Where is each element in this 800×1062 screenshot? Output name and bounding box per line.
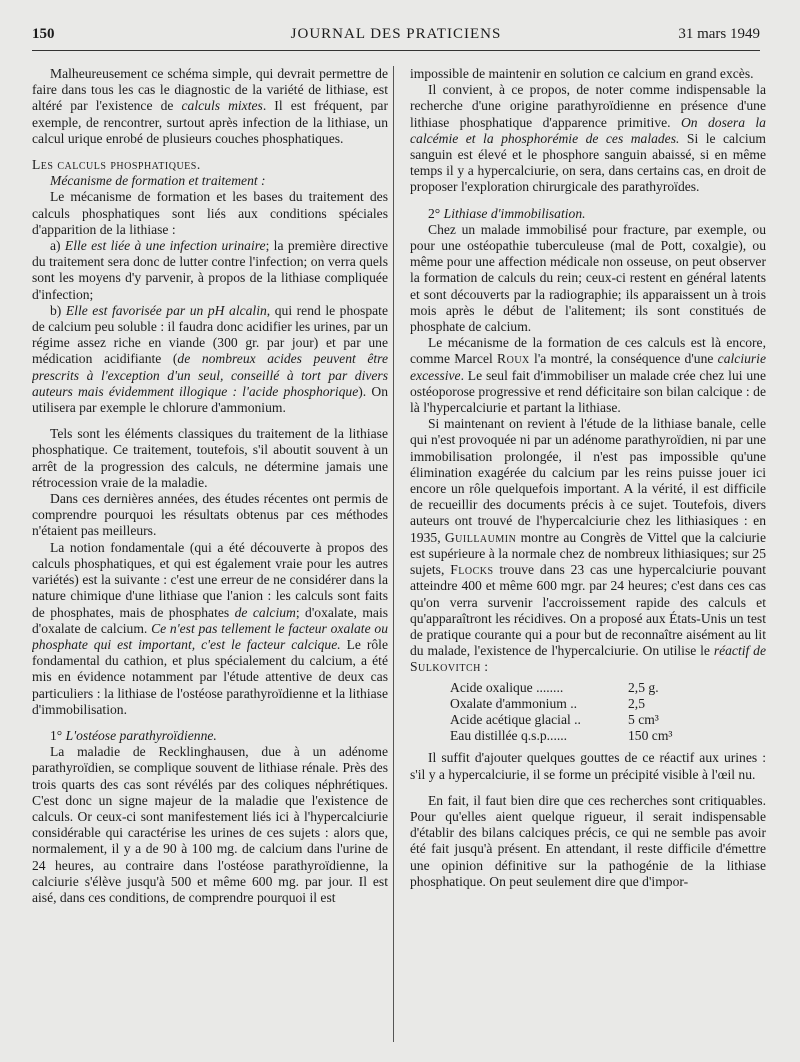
- paragraph: La maladie de Recklinghausen, due à un adénome parathyroïdien, se complique souvent de lithiase rénale. Près des trois quarts des cas sont révélés par des coliques néphrétiques. C'est donc un signe majeur de la maladie que l'existence de calculs. Or ceux-ci sont manifestement liés ici à l'hypercalciurie considérable qui caractérise les urines de ces sujets : alors que, normalement, il y a de 90 à 100 mg. de calcium dans l'urine de 24 heures, au contraire dans l'ostéose parathyroïdienne, la calciurie s'élève jusqu'à 500 et même 600 mg. par jour. Il est aisé, dans ces conditions, de comprendre pourquoi il est: [32, 744, 388, 905]
- reagent-recipe: [450, 680, 672, 745]
- right-column: [410, 66, 766, 1048]
- paragraph: Dans ces dernières années, des études récentes ont permis de comprendre pourquoi les résultats obtenus par ces méthodes n'étaient pas meilleurs.: [32, 491, 388, 539]
- paragraph: La notion fondamentale (qui a été découverte à propos des calculs phosphatiques, et qui est également vraie pour les autres variétés) est la suivante : c'est une erreur de ne considérer dans la nature chimique d'une lithiase que l'anion : les calculs sont faits de phosphates, mais de phosphates de calcium; d'oxalate, mais d'oxalate de calcium. Ce n'est pas tellement le facteur oxalate ou phosphate qui est important, c'est le facteur calcique. Le rôle fondamental du cathion, et plus spécialement du calcium, a été mis en évidence notamment par l'étude attentive de deux cas particuliers : la lithiase de l'ostéose parathyroïdienne et la lithiase d'immobilisation.: [32, 539, 388, 717]
- author-name: Flocks: [450, 562, 494, 578]
- recipe-row: Acide acétique glacial .. 5 cm³: [450, 711, 659, 727]
- left-column: [32, 66, 388, 1048]
- paragraph: Le mécanisme de la formation de ces calculs est là encore, comme Marcel Roux l'a montré, la conséquence d'une calciurie excessive. Le seul fait d'immobiliser un malade crée chez lui une ostéoporose progressive et rend déficitaire son bilan calcique : de là l'hypercalciurie et partant la lithiase.: [410, 335, 766, 416]
- paragraph: Si maintenant on revient à l'étude de la lithiase banale, celle qui n'est provoquée ni par un adénome parathyroïdien, ni par une immobilisation prolongée, il n'est pas impossible qu'une élimination exagérée du calcium par les reins puisse jouer ici encore un rôle quelquefois important. A la vérité, il est difficile de recueillir des documents précis à ce sujet. Toutefois, divers auteurs ont trouvé de l'hypercalciurie chez les lithiasiques : en 1935, Guillaumin montre au Congrès de Vittel que la calciurie est supérieure à la normale chez de nombreux lithiasiques; sur 25 sujets, Flocks trouve dans 23 cas une hypercalciurie pouvant atteindre 400 et même 600 mgr. par 24 heures; c'est dans ces cas qu'on verra survenir l'accroissement rapide des calculs et qu'apparaîtront les récidives. On a proposé aux États-Unis un test de pratique courante qui a pour but de reconnaître aisément au lit du malade, l'existence de l'hypercalciurie. On utilise le réactif de Sulkovitch :: [410, 416, 766, 675]
- paragraph: Chez un malade immobilisé pour fracture, par exemple, ou pour une ostéopathie tuberculeuse (mal de Pott, coxalgie), ou même pour une affection médicale non osseuse, on peut observer la formation de calculs du rein; ceux-ci restent en général latents et sont découverts par la radiographie; ils apparaissent un à trois mois après le début de l'alitement; ils sont constitués de phosphate de calcium.: [410, 221, 766, 335]
- paragraph: Il suffit d'ajouter quelques gouttes de ce réactif aux urines : s'il y a hypercalciurie, il se forme un précipité visible à l'œil nu.: [410, 750, 766, 782]
- paragraph: En fait, il faut bien dire que ces recherches sont critiquables. Pour qu'elles aient quelque rigueur, il serait indispensable d'établir des bilans calciques précis, ce qui ne semble pas avoir été fait jusqu'à présent. En attendant, il reste difficile d'émettre une opinion définitive sur la pathogénie de la lithiase phosphatique. On peut seulement dire que d'impor-: [410, 792, 766, 889]
- paragraph: impossible de maintenir en solution ce calcium en grand excès.: [410, 66, 754, 81]
- paragraph: a) Elle est liée à une infection urinaire; la première directive du traitement sera donc de lutter contre l'infection; on verra quels sont les moyens d'y parvenir, à propos de la lithiase compliquée d'infection;: [32, 238, 388, 302]
- recipe-row: Oxalate d'ammonium .. 2,5: [450, 695, 645, 711]
- subheading: Mécanisme de formation et traitement :: [50, 173, 266, 189]
- author-name: Sulkovitch: [410, 659, 481, 675]
- issue-date: 31 mars 1949: [678, 26, 760, 42]
- paragraph: Tels sont les éléments classiques du traitement de la lithiase phosphatique. Ce traitement, toutefois, s'il aboutit souvent à un arrêt de la progression des calculs, ne détermine jamais une rétrocession vraie de la maladie.: [32, 426, 388, 490]
- recipe-row: Eau distillée q.s.p...... 150 cm³: [450, 728, 673, 744]
- paragraph: Il convient, à ce propos, de noter comme indispensable la recherche d'une origine parathyroïdienne en présence d'une lithiase phosphatique d'apparence primitive. On dosera la calcémie et la phosphorémie de ces malades. Si le calcium sanguin est élevé et le phosphore sanguin abaissé, si en même temps il y a hypercalciurie, on sera, dans certains cas, en droit de proposer l'exploration chirurgicale des parathyroïdes.: [410, 82, 766, 195]
- author-name: Roux: [497, 351, 530, 367]
- paragraph: b) Elle est favorisée par un pH alcalin, qui rend le phospate de calcium peu soluble : il faudra donc acidifier les urines, par un régime assez riche en viande (300 gr. par jour) et par une médication acidifiante (de nombreux acides peuvent être prescrits à l'exception d'un seul, conseillé à tort par divers auteurs mais évidemment illogique : l'acide phosphorique). On utilisera par exemple le chlorure d'ammonium.: [32, 302, 388, 416]
- page-number: 150: [32, 26, 55, 42]
- subheading: 2° Lithiase d'immobilisation.: [428, 205, 586, 221]
- subheading: 1° L'ostéose parathyroïdienne.: [50, 727, 217, 743]
- section-heading: Les calculs phosphatiques.: [32, 157, 201, 173]
- column-divider: [393, 66, 394, 1042]
- paragraph: Malheureusement ce schéma simple, qui devrait permettre de faire dans tous les cas le diagnostic de la variété de lithiase, est altéré par l'existence de calculs mixtes. Il est fréquent, par exemple, de rencontrer, surtout après infection de la lithiase, un calcul urique enrobé de plusieurs couches phosphatiques.: [32, 66, 388, 146]
- author-name: Guillaumin: [444, 529, 517, 545]
- paragraph: Le mécanisme de formation et les bases du traitement des calculs phosphatiques sont liés aux conditions spéciales d'apparition de la lithiase :: [32, 189, 388, 237]
- running-header: [32, 24, 760, 51]
- recipe-row: Acide oxalique ........ 2,5 g.: [450, 679, 659, 695]
- journal-title: JOURNAL DES PRATICIENS: [290, 26, 502, 42]
